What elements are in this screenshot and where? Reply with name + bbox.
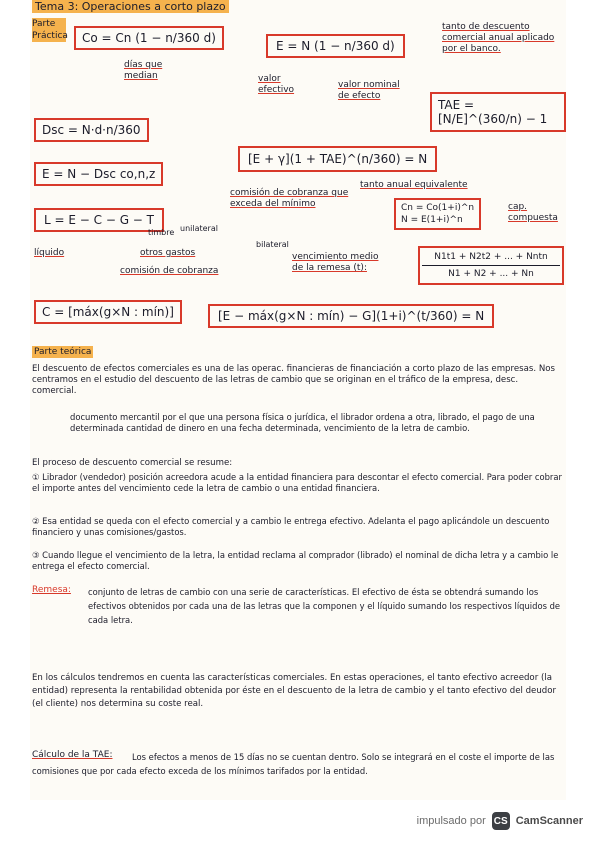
- unilateral-label: unilateral: [180, 224, 218, 233]
- liquido-label: líquido: [34, 248, 65, 258]
- comision-note: comisión de cobranza que exceda del mínimo: [230, 188, 349, 209]
- tanto-note: tanto de descuento comercial anual aplicado por el banco.: [442, 22, 555, 54]
- section-practical-heading: Parte Práctica: [32, 19, 68, 41]
- t-numerator: N1t1 + N2t2 + ... + Nntn: [422, 252, 560, 266]
- valor-efectivo-note: valor efectivo: [258, 74, 295, 95]
- valor-nominal-note: valor nominal de efecto: [338, 80, 400, 101]
- tae-calc-text: Los efectos a menos de 15 días no se cuentan dentro. Solo se integrará en el coste el importe de las comisiones que por cada efecto exceda de los mínimos tarifados por la entidad.: [32, 752, 555, 776]
- tanto-anual-note: tanto anual equivalente: [360, 180, 468, 190]
- formula-cn: [394, 198, 481, 230]
- camscanner-brand: CamScanner: [515, 815, 583, 827]
- scanned-page: [30, 0, 566, 800]
- timbre-label: timbre: [148, 228, 175, 237]
- section-theory-heading: Parte teórica: [34, 347, 92, 357]
- dias-note: días que median: [124, 60, 163, 81]
- theory-step-1: ① Librador (vendedor) posición acreedora acude a la entidad financiera para descontar el efecto comercial. Para poder cobrar el importe antes del vencimiento cede la letra de cambio o una entidad financiera.: [32, 472, 562, 493]
- theory-paragraph-3: En los cálculos tendremos en cuenta las características comerciales. En estas operaciones, el tanto efectivo acreedor (la entidad) representa la rentabilidad obtenida por éste en el descuento de la letra de cambio y el tanto efectivo del deudor (el cliente) nos determina su coste real.: [32, 673, 557, 709]
- remesa-text: conjunto de letras de cambio con una serie de características. El efectivo de ésta se obtendrá sumando los efectivos obtenidos por cada una de las letras que la componen y el líquido sumando los respectivos líquidos de cada letra.: [88, 587, 561, 625]
- formula-tae: TAE = [N/E]^(360/n) − 1: [430, 92, 566, 132]
- formula-t-fraction: [418, 246, 564, 285]
- formula-e-main: E = N (1 − n/360 d): [266, 34, 405, 58]
- formula-c: C = [máx(g×N : mín)]: [34, 300, 182, 324]
- formula-dsc: Dsc = N·d·n/360: [34, 118, 149, 142]
- bilateral-label: bilateral: [256, 240, 289, 249]
- t-denominator: N1 + N2 + ... + Nn: [448, 269, 534, 279]
- theory-step-3: ③ Cuando llegue el vencimiento de la letra, la entidad reclama al comprador (librado) el nominal de dicha letra y a cambio le entrega el efecto comercial.: [32, 550, 559, 571]
- formula-e-ds: E = N − Dsc co,n,z: [34, 162, 163, 186]
- formula-final: [E − máx(g×N : mín) − G](1+i)^(t/360) = N: [208, 304, 494, 328]
- page-title: Tema 3: Operaciones a corto plazo: [32, 0, 229, 13]
- theory-step-2: ② Esa entidad se queda con el efecto comercial y a cambio le entrega efectivo. Adelanta el pago aplicándole un descuento financiero y unas comisiones/gastos.: [32, 516, 550, 537]
- camscanner-footer: [417, 812, 583, 830]
- theory-paragraph-2: El proceso de descuento comercial se resume:: [32, 458, 233, 468]
- theory-paragraph-1: El descuento de efectos comerciales es una de las operac. financieras de financiación a corto plazo de las empresas. Nos centramos en el estudio del descuento de las letras de cambio que se originan en el tráfico de la empresa, desc. comercial.: [32, 364, 555, 397]
- powered-by-text: impulsado por: [416, 815, 486, 827]
- cap-compuesta-label: cap. compuesta: [508, 202, 558, 223]
- remesa-label: Remesa:: [32, 585, 71, 595]
- otros-gastos-label: otros gastos: [140, 248, 196, 258]
- formula-cn-line-1: Cn = Co(1+i)^n: [401, 203, 475, 213]
- theory-letra-note: documento mercantil por el que una persona física o jurídica, el librador ordena a otra, librado, el pago de una determinada cantidad de dinero en una fecha determinada, vencimiento de la letra de cambio.: [70, 412, 535, 433]
- vencimiento-medio-label: vencimiento medio de la remesa (t):: [292, 252, 379, 273]
- formula-tae-eq: [E + γ](1 + TAE)^(n/360) = N: [238, 146, 437, 172]
- camscanner-logo-icon: CS: [492, 812, 510, 830]
- formula-co: Co = Cn (1 − n/360 d): [74, 26, 224, 50]
- formula-l: L = E − C − G − T: [34, 208, 164, 232]
- comision-cobranza-label: comisión de cobranza: [120, 266, 219, 276]
- tae-calc-label: Cálculo de la TAE:: [32, 750, 113, 760]
- formula-cn-line-2: N = E(1+i)^n: [401, 215, 463, 225]
